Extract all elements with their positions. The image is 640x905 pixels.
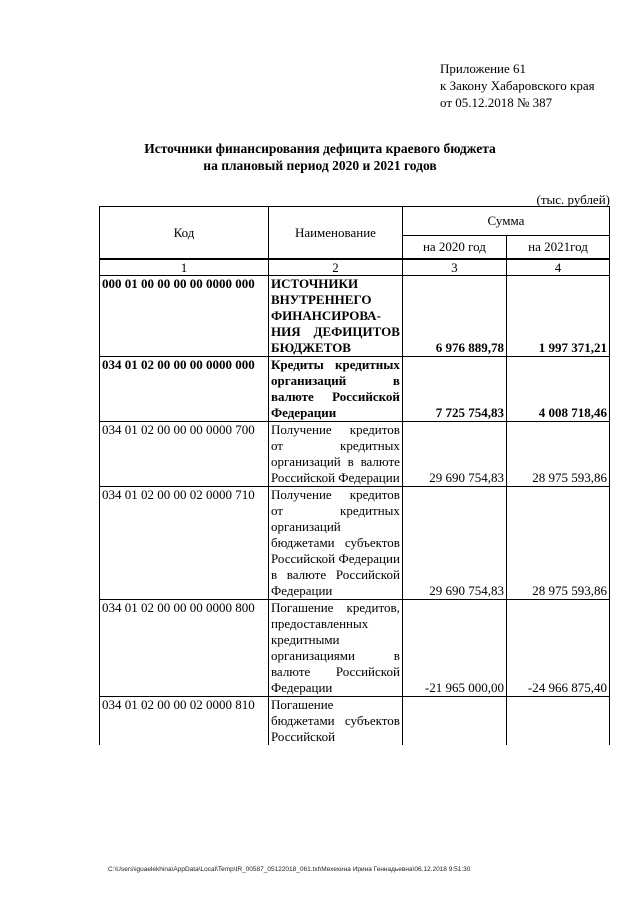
row-name: Погашение кредитов, предоставленных кредитными организациями в валюте Российской Федерации (268, 600, 402, 697)
title-line-2: на плановый период 2020 и 2021 годов (203, 158, 437, 173)
header-name: Наименование (268, 207, 402, 260)
appendix-block (440, 60, 630, 111)
row-amount-2021: 28 975 593,86 (506, 487, 609, 600)
row-amount-2021: -24 966 875,40 (506, 600, 609, 697)
row-name: Погашение бюджетами субъектов Российской (268, 697, 402, 746)
column-number: 4 (506, 259, 609, 276)
row-code: 034 01 02 00 00 02 0000 810 (100, 697, 269, 746)
row-amount-2021 (506, 697, 609, 746)
row-code: 034 01 02 00 00 00 0000 700 (100, 422, 269, 487)
header-sum: Сумма (402, 207, 609, 236)
row-name: Получение кредитов от кредитных организаций бюджетами субъектов Российской Федерации в валюте Российской Федерации (268, 487, 402, 600)
column-numbers-row (100, 259, 610, 276)
appendix-line-3: от 05.12.2018 № 387 (440, 95, 553, 110)
appendix-line-2: к Закону Хабаровского края (440, 78, 595, 93)
column-number: 1 (100, 259, 269, 276)
row-amount-2021: 4 008 718,46 (506, 357, 609, 422)
row-code: 034 01 02 00 00 00 0000 800 (100, 600, 269, 697)
header-year-2021: на 2021год (506, 236, 609, 260)
row-amount-2020: 7 725 754,83 (402, 357, 506, 422)
table-row (100, 276, 610, 357)
header-year-2020: на 2020 год (402, 236, 506, 260)
table-row (100, 422, 610, 487)
table-row (100, 697, 610, 746)
title-line-1: Источники финансирования дефицита краевого бюджета (144, 141, 496, 156)
row-code: 034 01 02 00 00 02 0000 710 (100, 487, 269, 600)
row-amount-2020: 29 690 754,83 (402, 487, 506, 600)
row-name: Получение кредитов от кредитных организаций в валюте Российской Федерации (268, 422, 402, 487)
row-amount-2020: 6 976 889,78 (402, 276, 506, 357)
appendix-line-1: Приложение 61 (440, 61, 527, 76)
file-path-footer: C:\Users\iguaelekhina\AppData\Local\Temp\IR_00587_05122018_061.txt\Мехехина Ирина Геннадьевна\06.12.2018 9:51:30 (108, 866, 471, 873)
table-row (100, 487, 610, 600)
table-row (100, 600, 610, 697)
row-code: 000 01 00 00 00 00 0000 000 (100, 276, 269, 357)
row-amount-2020: -21 965 000,00 (402, 600, 506, 697)
column-number: 3 (402, 259, 506, 276)
financing-table (99, 206, 610, 745)
row-name: Кредиты кредитных организаций в валюте Российской Федерации (268, 357, 402, 422)
row-amount-2021: 1 997 371,21 (506, 276, 609, 357)
document-title (0, 140, 640, 174)
column-number: 2 (268, 259, 402, 276)
unit-label: (тыс. рублей) (536, 192, 610, 207)
table-row (100, 357, 610, 422)
row-amount-2020 (402, 697, 506, 746)
row-amount-2021: 28 975 593,86 (506, 422, 609, 487)
row-name: ИСТОЧНИКИ ВНУТРЕННЕГО ФИНАНСИРОВА-НИЯ ДЕФИЦИТОВ БЮДЖЕТОВ (268, 276, 402, 357)
row-amount-2020: 29 690 754,83 (402, 422, 506, 487)
row-code: 034 01 02 00 00 00 0000 000 (100, 357, 269, 422)
header-code: Код (100, 207, 269, 260)
